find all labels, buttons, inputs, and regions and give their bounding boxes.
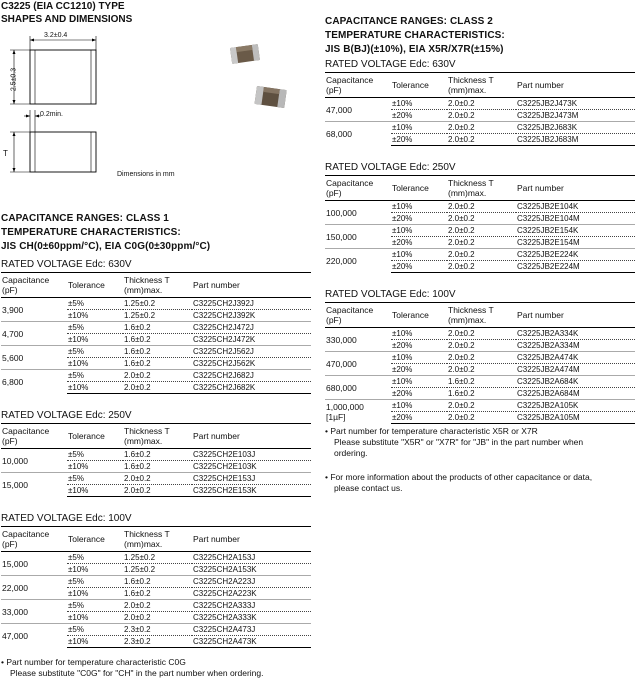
thickness-cell: 2.0±0.2 <box>123 473 192 485</box>
column-header-capacitance: Capacitance (pF) <box>325 73 391 98</box>
tolerance-cell: ±5% <box>68 552 84 562</box>
class2-heading: CAPACITANCE RANGES: CLASS 2 <box>325 16 493 27</box>
part-number-cell: C3225CH2E103K <box>192 461 311 473</box>
class1-heading: CAPACITANCE RANGES: CLASS 1 <box>1 213 169 224</box>
thickness-cell: 2.3±0.2 <box>123 636 192 648</box>
column-header-part-number: Part number <box>516 73 635 98</box>
spec-table <box>325 175 635 273</box>
class2-note1-line2: Please substitute "X5R" or "X7R" for "JB" in the part number when <box>334 437 584 447</box>
thickness-cell: 1.6±0.2 <box>123 346 192 358</box>
table-row <box>1 473 311 485</box>
tolerance-cell: ±10% <box>67 310 123 322</box>
tolerance-cell: ±5% <box>67 624 123 636</box>
thickness-cell: 1.25±0.2 <box>124 298 156 308</box>
thickness-cell: 2.0±0.2 <box>123 485 192 497</box>
capacitance-cell: 220,000 <box>325 249 391 273</box>
column-header-tolerance: Tolerance <box>67 527 123 552</box>
column-header-thickness: Thickness T (mm)max. <box>447 303 516 328</box>
thickness-cell: 1.6±0.2 <box>123 576 192 588</box>
tolerance-cell: ±10% <box>67 461 123 473</box>
part-number-cell: C3225CH2A223J <box>192 576 311 588</box>
class2-note2-line1: • For more information about the products of other capacitance or data, <box>325 472 593 482</box>
tolerance-cell: ±10% <box>391 225 447 237</box>
capacitance-cell: 100,000 <box>326 207 357 218</box>
capacitance-cell: 47,000 <box>1 624 67 648</box>
part-number-cell: C3225CH2J392K <box>192 310 311 322</box>
class2-note1-line3: ordering. <box>334 448 368 458</box>
table-header-row <box>1 527 311 552</box>
part-number-cell: C3225JB2E224K <box>516 249 635 261</box>
tolerance-cell: ±10% <box>391 376 447 388</box>
part-number-cell: C3225CH2A473J <box>192 624 311 636</box>
thickness-cell: 2.0±0.2 <box>447 364 516 376</box>
tolerance-cell: ±10% <box>67 612 123 624</box>
thickness-cell: 2.0±0.2 <box>447 110 516 122</box>
table-row <box>1 322 311 334</box>
part-number-cell: C3225CH2A333K <box>192 612 311 624</box>
thickness-cell: 1.25±0.2 <box>123 564 192 576</box>
table-row <box>325 328 635 340</box>
part-number-cell: C3225JB2A334M <box>516 340 635 352</box>
tolerance-cell: ±10% <box>391 400 447 412</box>
column-header-part-number: Part number <box>516 303 635 328</box>
tolerance-cell: ±5% <box>67 473 123 485</box>
table-row <box>325 400 635 412</box>
table-header-row <box>325 176 635 201</box>
thickness-cell: 2.0±0.2 <box>447 237 516 249</box>
units-note: Dimensions in mm <box>117 171 175 178</box>
class1-note-line1: • Part number for temperature characteristic C0G <box>1 657 186 667</box>
thickness-cell: 1.25±0.2 <box>124 552 156 562</box>
capacitance-cell: 680,000 <box>325 376 391 400</box>
tolerance-cell: ±10% <box>67 636 123 648</box>
part-number-cell: C3225CH2J562K <box>192 358 311 370</box>
thickness-cell: 2.0±0.2 <box>123 600 192 612</box>
table-header-row <box>1 273 311 298</box>
thickness-cell: 2.0±0.2 <box>447 261 516 273</box>
class2-note2 <box>325 472 635 494</box>
capacitance-cell: 1,000,000 [1µF] <box>325 400 391 424</box>
thickness-cell: 2.0±0.2 <box>447 352 516 364</box>
part-number-cell: C3225CH2E153J <box>192 473 311 485</box>
tolerance-cell: ±20% <box>391 237 447 249</box>
dimension-drawing <box>0 28 310 188</box>
column-header-tolerance: Tolerance <box>391 176 447 201</box>
part-number-cell: C3225CH2J472K <box>192 334 311 346</box>
capacitance-cell: 47,000 <box>326 104 352 115</box>
tolerance-cell: ±20% <box>391 412 447 424</box>
class2-section <box>325 16 635 494</box>
page-title: C3225 (EIA CC1210) TYPE <box>1 1 125 12</box>
part-number-cell: C3225JB2A474K <box>516 352 635 364</box>
tolerance-cell: ±10% <box>67 358 123 370</box>
thickness-cell: 1.6±0.2 <box>123 322 192 334</box>
part-number-cell: C3225JB2A105M <box>516 412 635 424</box>
thickness-cell: 2.0±0.2 <box>448 328 475 338</box>
thickness-cell: 2.0±0.2 <box>123 370 192 382</box>
tolerance-cell: ±20% <box>391 134 447 146</box>
table-row <box>1 576 311 588</box>
table-header-row <box>325 73 635 98</box>
thickness-cell: 1.6±0.2 <box>447 376 516 388</box>
tolerance-cell: ±10% <box>392 201 413 211</box>
thickness-cell: 1.6±0.2 <box>123 358 192 370</box>
tolerance-cell: ±20% <box>391 340 447 352</box>
table-header-row <box>325 303 635 328</box>
tolerance-cell: ±20% <box>391 110 447 122</box>
thickness-cell: 1.6±0.2 <box>123 588 192 600</box>
spec-table <box>325 302 635 424</box>
class1-note <box>1 657 264 679</box>
thickness-cell: 2.0±0.2 <box>447 412 516 424</box>
part-number-cell: C3225CH2A223K <box>192 588 311 600</box>
part-number-cell: C3225JB2A334K <box>517 328 579 338</box>
part-number-cell: C3225JB2J473M <box>516 110 635 122</box>
part-number-cell: C3225CH2J472J <box>192 322 311 334</box>
rated-voltage-heading: RATED VOLTAGE Edc: 630V <box>1 259 132 270</box>
thickness-cell: 2.0±0.2 <box>447 249 516 261</box>
tolerance-cell: ±20% <box>391 213 447 225</box>
part-number-cell: C3225JB2A105K <box>516 400 635 412</box>
chip-image-2 <box>254 86 286 108</box>
class2-temp-heading: TEMPERATURE CHARACTERISTICS: <box>325 30 505 41</box>
thickness-cell: 2.3±0.2 <box>123 624 192 636</box>
part-number-cell: C3225JB2A684M <box>516 388 635 400</box>
spec-table <box>1 272 311 394</box>
thickness-cell: 2.0±0.2 <box>447 340 516 352</box>
table-row <box>325 201 635 213</box>
table-row <box>1 624 311 636</box>
rated-voltage-heading: RATED VOLTAGE Edc: 250V <box>325 162 456 173</box>
thickness-cell: 2.0±0.2 <box>123 612 192 624</box>
table-row <box>325 122 635 134</box>
column-header-capacitance: Capacitance (pF) <box>325 176 391 201</box>
capacitance-cell: 5,600 <box>1 346 67 370</box>
tolerance-cell: ±5% <box>68 449 84 459</box>
tolerance-cell: ±10% <box>391 122 447 134</box>
part-number-cell: C3225JB2E104M <box>516 213 635 225</box>
column-header-part-number: Part number <box>192 273 311 298</box>
table-row <box>325 376 635 388</box>
part-number-cell: C3225JB2J683M <box>516 134 635 146</box>
part-number-cell: C3225CH2J682K <box>192 382 311 394</box>
capacitance-cell: 3,900 <box>2 304 24 315</box>
page-subtitle: SHAPES AND DIMENSIONS <box>1 14 133 25</box>
thickness-cell: 2.0±0.2 <box>447 122 516 134</box>
column-header-tolerance: Tolerance <box>391 73 447 98</box>
class2-note1 <box>325 426 635 459</box>
column-header-thickness: Thickness T (mm)max. <box>123 273 192 298</box>
part-number-cell: C3225JB2E154K <box>516 225 635 237</box>
column-header-part-number: Part number <box>516 176 635 201</box>
part-number-cell: C3225CH2J682J <box>192 370 311 382</box>
thickness-cell: 1.6±0.2 <box>123 334 192 346</box>
part-number-cell: C3225CH2A333J <box>192 600 311 612</box>
part-number-cell: C3225CH2A153J <box>193 552 256 562</box>
tolerance-cell: ±10% <box>67 334 123 346</box>
table-row <box>1 298 311 310</box>
column-header-thickness: Thickness T (mm)max. <box>447 176 516 201</box>
capacitance-cell: 330,000 <box>326 334 357 345</box>
spec-table <box>1 526 311 648</box>
thickness-cell: 1.6±0.2 <box>124 449 151 459</box>
rated-voltage-heading: RATED VOLTAGE Edc: 100V <box>1 513 132 524</box>
part-number-cell: C3225JB2E104K <box>517 201 579 211</box>
thickness-cell: 2.0±0.2 <box>123 382 192 394</box>
tolerance-cell: ±5% <box>67 600 123 612</box>
thickness-cell: 1.25±0.2 <box>123 310 192 322</box>
column-header-capacitance: Capacitance (pF) <box>1 527 67 552</box>
top-view-outline <box>10 36 96 104</box>
table-row <box>325 352 635 364</box>
tolerance-cell: ±10% <box>392 98 413 108</box>
table-row <box>1 449 311 461</box>
spec-table <box>325 72 635 146</box>
thickness-cell: 2.0±0.2 <box>447 400 516 412</box>
table-row <box>1 600 311 612</box>
tolerance-cell: ±20% <box>391 388 447 400</box>
part-number-cell: C3225JB2A684K <box>516 376 635 388</box>
tolerance-cell: ±20% <box>391 364 447 376</box>
column-header-tolerance: Tolerance <box>67 273 123 298</box>
column-header-thickness: Thickness T (mm)max. <box>123 527 192 552</box>
table-row <box>325 225 635 237</box>
column-header-part-number: Part number <box>192 527 311 552</box>
side-view-outline <box>10 110 96 172</box>
thickness-dimension-label: T <box>3 149 8 158</box>
terminal-dimension-label: 0.2min. <box>40 111 63 118</box>
tolerance-cell: ±10% <box>67 382 123 394</box>
part-number-cell: C3225JB2J683K <box>516 122 635 134</box>
part-number-cell: C3225JB2A474M <box>516 364 635 376</box>
class1-temp-heading: TEMPERATURE CHARACTERISTICS: <box>1 227 181 238</box>
part-number-cell: C3225CH2E153K <box>192 485 311 497</box>
thickness-cell: 2.0±0.2 <box>448 98 475 108</box>
class2-note1-line1: • Part number for temperature characteristic X5R or X7R <box>325 426 538 436</box>
column-header-thickness: Thickness T (mm)max. <box>447 73 516 98</box>
part-number-cell: C3225CH2J392J <box>193 298 254 308</box>
capacitance-cell: 33,000 <box>1 600 67 624</box>
tolerance-cell: ±5% <box>67 346 123 358</box>
capacitance-cell: 15,000 <box>2 558 28 569</box>
tolerance-cell: ±10% <box>392 328 413 338</box>
capacitance-cell: 6,800 <box>1 370 67 394</box>
column-header-capacitance: Capacitance (pF) <box>1 424 67 449</box>
width-dimension-label: 3.2±0.4 <box>44 32 68 39</box>
thickness-cell: 2.0±0.2 <box>448 201 475 211</box>
rated-voltage-heading: RATED VOLTAGE Edc: 630V <box>325 59 456 70</box>
part-number-cell: C3225CH2J562J <box>192 346 311 358</box>
capacitance-cell: 68,000 <box>325 122 391 146</box>
table-row <box>325 249 635 261</box>
thickness-cell: 2.0±0.2 <box>447 213 516 225</box>
rated-voltage-heading: RATED VOLTAGE Edc: 100V <box>325 289 456 300</box>
part-number-cell: C3225CH2A473K <box>192 636 311 648</box>
rated-voltage-heading: RATED VOLTAGE Edc: 250V <box>1 410 132 421</box>
column-header-tolerance: Tolerance <box>391 303 447 328</box>
column-header-capacitance: Capacitance (pF) <box>325 303 391 328</box>
thickness-cell: 1.6±0.2 <box>447 388 516 400</box>
column-header-capacitance: Capacitance (pF) <box>1 273 67 298</box>
height-dimension-label: 2.5±0.3 <box>10 67 18 92</box>
part-number-cell: C3225CH2E103J <box>193 449 256 459</box>
tolerance-cell: ±20% <box>391 261 447 273</box>
tolerance-cell: ±5% <box>68 298 84 308</box>
class2-temp-values: JIS B(BJ)(±10%), EIA X5R/X7R(±15%) <box>325 44 504 55</box>
tolerance-cell: ±10% <box>67 588 123 600</box>
column-header-thickness: Thickness T (mm)max. <box>123 424 192 449</box>
thickness-cell: 2.0±0.2 <box>447 225 516 237</box>
table-row <box>1 370 311 382</box>
class1-temp-values: JIS CH(0±60ppm/°C), EIA C0G(0±30ppm/°C) <box>1 241 211 252</box>
thickness-cell: 1.6±0.2 <box>123 461 192 473</box>
tolerance-cell: ±5% <box>67 576 123 588</box>
capacitance-cell: 22,000 <box>1 576 67 600</box>
table-row <box>1 552 311 564</box>
capacitance-cell: 10,000 <box>2 455 28 466</box>
spec-table <box>1 423 311 497</box>
tolerance-cell: ±5% <box>67 370 123 382</box>
capacitance-cell: 15,000 <box>1 473 67 497</box>
part-number-cell: C3225JB2J473K <box>517 98 578 108</box>
table-row <box>325 98 635 110</box>
table-header-row <box>1 424 311 449</box>
class1-note-line2: Please substitute "C0G" for "CH" in the part number when ordering. <box>10 668 264 678</box>
capacitance-cell: 4,700 <box>1 322 67 346</box>
tolerance-cell: ±10% <box>67 485 123 497</box>
tolerance-cell: ±5% <box>67 322 123 334</box>
tolerance-cell: ±10% <box>67 564 123 576</box>
part-number-cell: C3225JB2E154M <box>516 237 635 249</box>
chip-image-1 <box>230 44 260 64</box>
tolerance-cell: ±10% <box>391 352 447 364</box>
thickness-cell: 2.0±0.2 <box>447 134 516 146</box>
class1-section <box>1 213 311 648</box>
part-number-cell: C3225CH2A153K <box>192 564 311 576</box>
table-row <box>1 346 311 358</box>
class2-note2-line2: please contact us. <box>334 483 403 493</box>
tolerance-cell: ±10% <box>391 249 447 261</box>
column-header-part-number: Part number <box>192 424 311 449</box>
capacitance-cell: 150,000 <box>325 225 391 249</box>
part-number-cell: C3225JB2E224M <box>516 261 635 273</box>
capacitance-cell: 470,000 <box>325 352 391 376</box>
column-header-tolerance: Tolerance <box>67 424 123 449</box>
